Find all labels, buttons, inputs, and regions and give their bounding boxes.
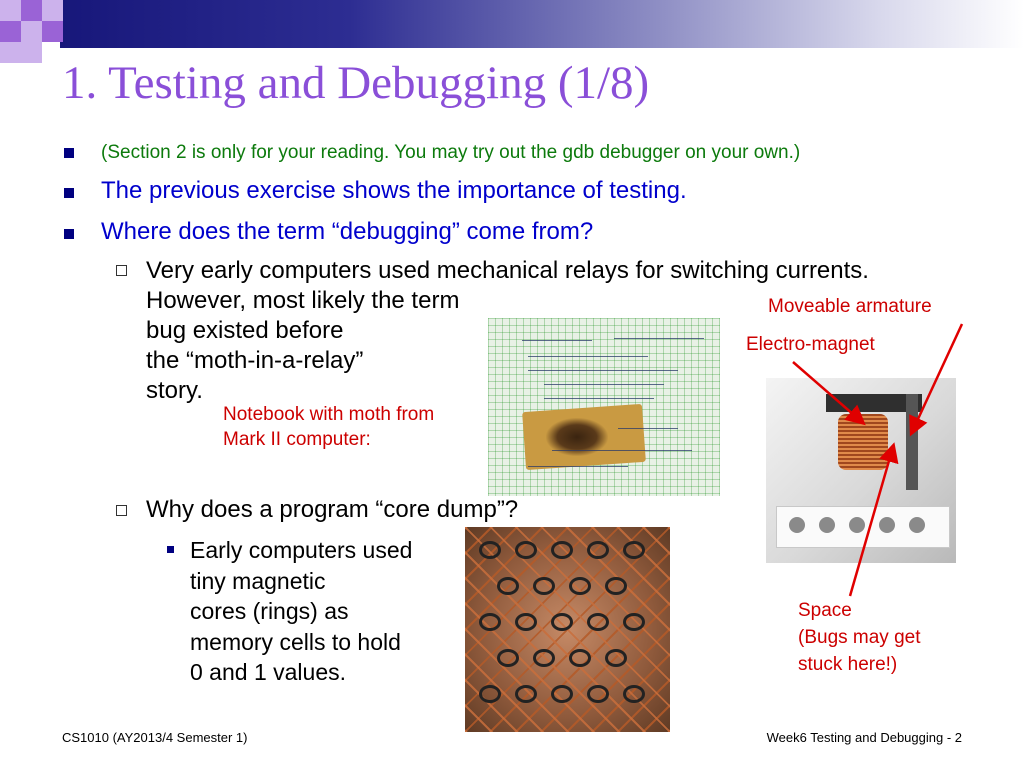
bullet-square-icon (64, 148, 74, 158)
header-band (60, 0, 1024, 48)
cores-text-line: tiny magnetic (190, 567, 326, 594)
corner-square-light (0, 0, 21, 21)
corner-square-light (21, 21, 42, 42)
cores-text-line: memory cells to hold (190, 628, 401, 655)
notebook-moth-image (488, 318, 720, 496)
cores-text-line: Early computers used (190, 537, 413, 563)
space-caption-line: (Bugs may get (798, 627, 921, 648)
core-dump-question: Why does a program “core dump”? (146, 496, 519, 523)
corner-square-light (42, 0, 63, 21)
cores-text-line: cores (rings) as (190, 598, 349, 624)
hollow-square-bullet-icon (116, 505, 127, 516)
relays-text-line: bug existed before (146, 317, 344, 344)
footer-course: CS1010 (AY2013/4 Semester 1) (62, 730, 248, 745)
space-caption-line: stuck here!) (798, 654, 898, 675)
relays-text-line: However, most likely the term (146, 287, 460, 314)
corner-square-light (0, 42, 21, 63)
core-memory-image (465, 527, 670, 732)
space-caption-line: Space (798, 600, 852, 621)
relays-text-line: the “moth-in-a-relay” (146, 347, 364, 374)
footer-slide-number: Week6 Testing and Debugging - 2 (766, 730, 962, 745)
relays-text-line: Very early computers used mechanical relays for switching currents. (146, 257, 869, 284)
corner-square-purple (21, 0, 42, 21)
slide-title: 1. Testing and Debugging (1/8) (62, 57, 650, 109)
previous-exercise-text: The previous exercise shows the importance of testing. (101, 177, 687, 204)
moveable-armature-label: Moveable armature (768, 296, 932, 317)
notebook-caption-line: Mark II computer: (223, 429, 371, 450)
corner-square-light (21, 42, 42, 63)
corner-square-purple (42, 21, 63, 42)
cores-text-line: 0 and 1 values. (190, 659, 347, 685)
electro-magnet-label: Electro-magnet (746, 334, 875, 355)
bullet-square-icon (64, 188, 74, 198)
relay-image (766, 378, 956, 563)
bullet-square-icon (64, 229, 74, 239)
small-bullet-square-icon (167, 546, 174, 553)
relays-text-line: story. (146, 377, 203, 404)
section-note-text: (Section 2 is only for your reading. You may try out the gdb debugger on your own.) (101, 142, 801, 163)
hollow-square-bullet-icon (116, 265, 127, 276)
notebook-caption-line: Notebook with moth from (223, 404, 435, 425)
debugging-origin-text: Where does the term “debugging” come from? (101, 218, 594, 245)
corner-square-purple (0, 21, 21, 42)
